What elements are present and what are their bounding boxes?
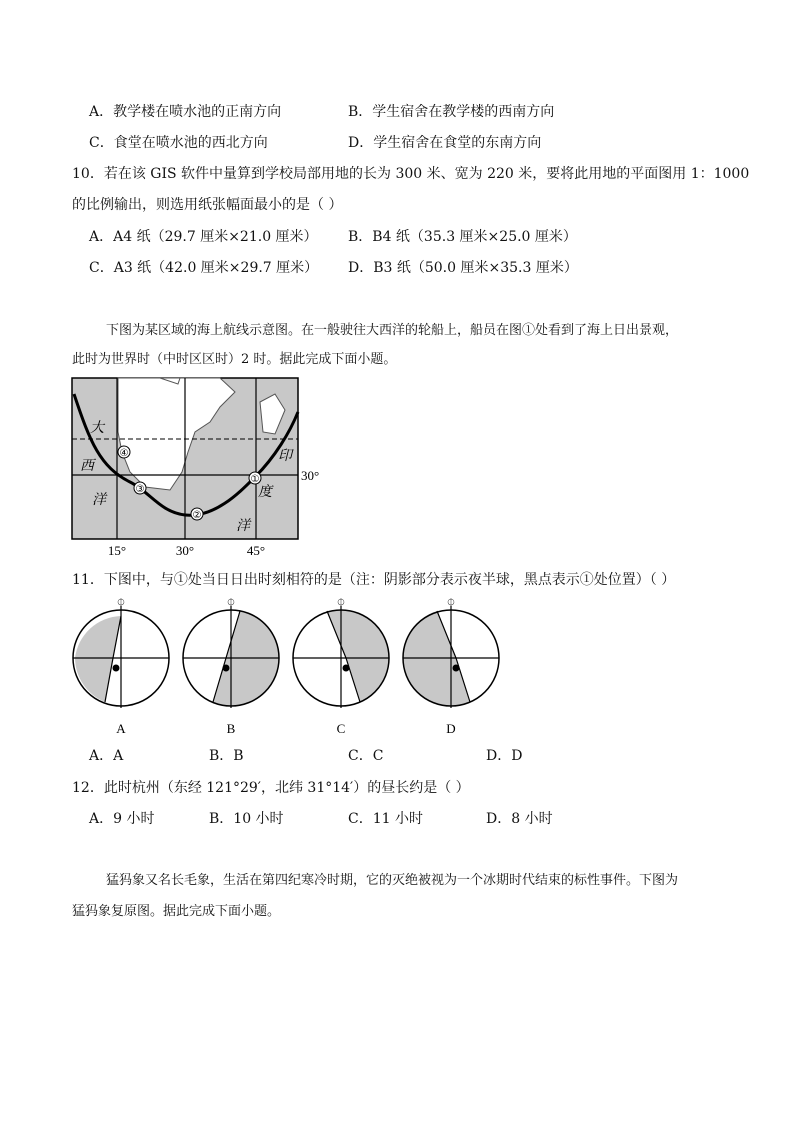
q9-option-d: D．学生宿舍在食堂的东南方向 <box>348 135 542 151</box>
label-du: 度 <box>258 484 272 500</box>
lon-label-45: 45° <box>246 543 266 558</box>
diagram-b <box>183 598 279 708</box>
svg-text:③: ③ <box>135 484 145 495</box>
q12-option-d: D．8 小时 <box>486 811 553 827</box>
diagram-label-d: D <box>446 721 456 736</box>
diagram-c <box>293 598 389 708</box>
q11-diagrams <box>65 598 515 738</box>
label-yang1: 洋 <box>92 492 106 508</box>
q12-option-c: C．11 小时 <box>348 811 423 827</box>
label-yin: 印 <box>278 448 292 464</box>
q9-option-c: C．食堂在喷水池的西北方向 <box>89 135 268 151</box>
q10-option-b: B．B4 纸（35.3 厘米×25.0 厘米） <box>348 229 577 245</box>
svg-text:①: ① <box>250 474 260 485</box>
marker-3 <box>134 482 146 495</box>
svg-text:⏀: ⏀ <box>336 598 346 609</box>
lon-label-30: 30° <box>175 543 195 558</box>
passage1-line1: 下图为某区域的海上航线示意图。在一般驶往大西洋的轮船上，船员在图①处看到了海上日出景观， <box>106 323 679 338</box>
q10-option-d: D．B3 纸（50.0 厘米×35.3 厘米） <box>348 260 578 276</box>
passage2-line2: 猛犸象复原图。据此完成下面小题。 <box>72 904 281 919</box>
svg-text:⏀: ⏀ <box>446 598 456 609</box>
q12-stem: 12．此时杭州（东经 121°29′，北纬 31°14′）的昼长约是（ ） <box>72 780 470 796</box>
passage2-line1: 猛犸象又名长毛象，生活在第四纪寒冷时期，它的灭绝被视为一个冰期时代结束的标性事件。下图为 <box>106 873 679 888</box>
svg-text:⏀: ⏀ <box>116 598 126 609</box>
diagram-label-b: B <box>226 721 236 736</box>
passage1-line2: 此时为世界时（中时区区时）2 时。据此完成下面小题。 <box>72 352 397 367</box>
marker-4 <box>118 446 130 459</box>
diagram-label-c: C <box>336 721 346 736</box>
label-xi: 西 <box>80 458 94 474</box>
diagram-d <box>403 598 499 708</box>
diagram-a <box>73 598 169 708</box>
q11-stem: 11．下图中，与①处当日日出时刻相符的是（注：阴影部分表示夜半球，黑点表示①处位置）（ ） <box>72 572 676 588</box>
q12-option-b: B．10 小时 <box>209 811 284 827</box>
diagram-label-a: A <box>116 721 126 736</box>
svg-text:④: ④ <box>119 448 129 459</box>
q12-option-a: A．9 小时 <box>89 811 155 827</box>
lat-label-30: 30° <box>301 468 320 483</box>
q10-stem-line2: 的比例输出，则选用纸张幅面最小的是（ ） <box>72 197 343 213</box>
marker-2 <box>191 508 203 521</box>
q11-option-b: B．B <box>209 748 244 764</box>
q11-option-d: D．D <box>486 748 523 764</box>
route-map <box>60 372 330 562</box>
label-da: 大 <box>90 420 104 436</box>
q11-option-a: A．A <box>89 748 124 764</box>
q10-stem-line1: 10．若在该 GIS 软件中量算到学校局部用地的长为 300 米、宽为 220 米，要将此用地的平面图用 1：1000 <box>72 166 750 182</box>
svg-text:⏀: ⏀ <box>226 598 236 609</box>
svg-text:②: ② <box>192 510 202 521</box>
q9-option-b: B．学生宿舍在教学楼的西南方向 <box>348 104 555 120</box>
q10-option-c: C．A3 纸（42.0 厘米×29.7 厘米） <box>89 260 319 276</box>
q11-option-c: C．C <box>348 748 384 764</box>
q9-option-a: A．教学楼在喷水池的正南方向 <box>89 104 282 120</box>
q10-option-a: A．A4 纸（29.7 厘米×21.0 厘米） <box>89 229 318 245</box>
label-yang2: 洋 <box>236 518 250 534</box>
lon-label-15: 15° <box>107 543 127 558</box>
